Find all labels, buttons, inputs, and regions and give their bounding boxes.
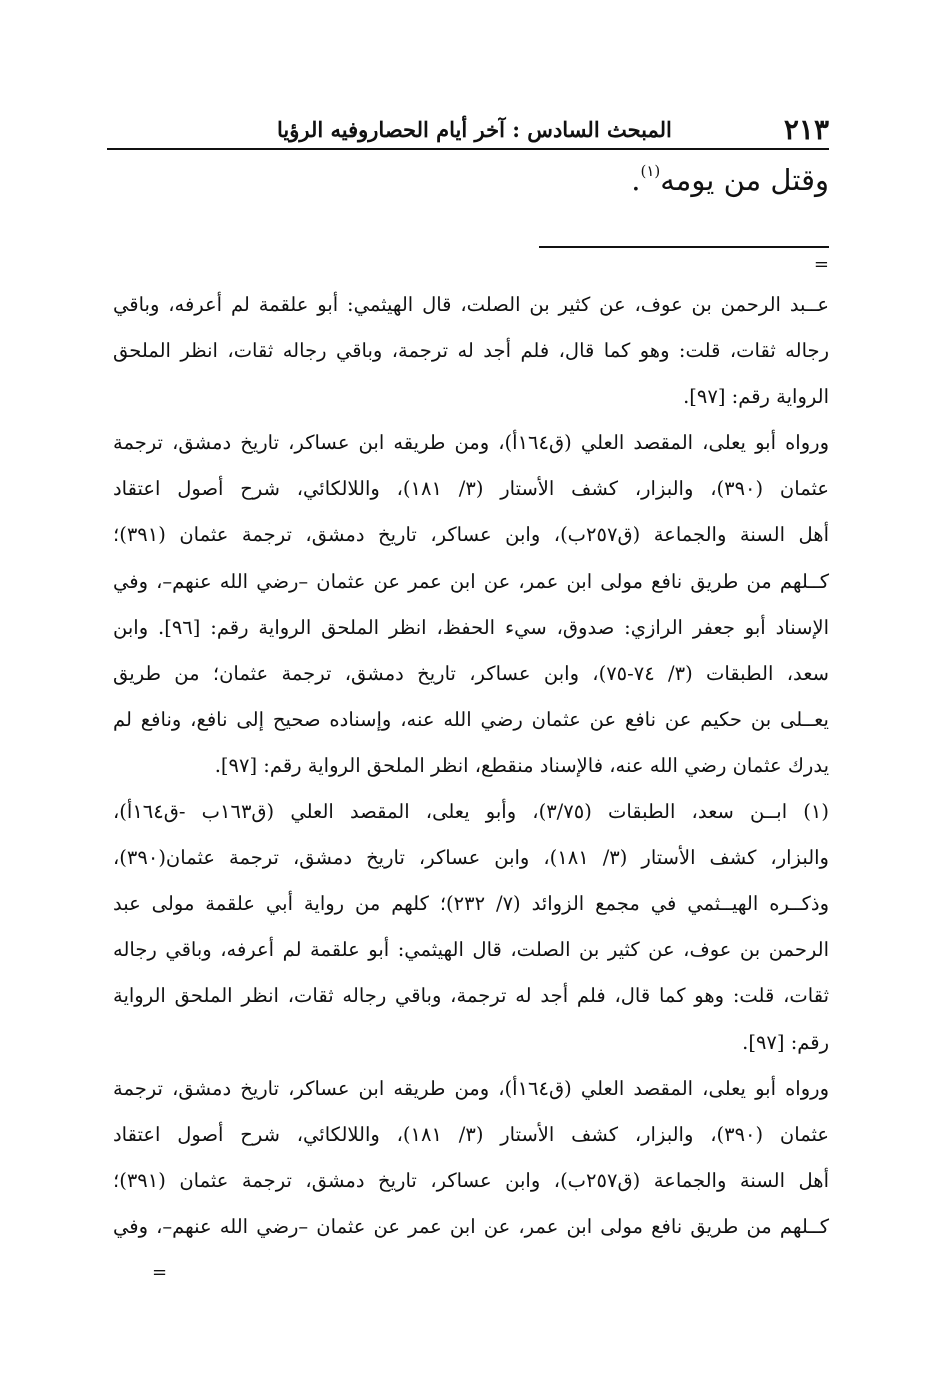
footnote-line: كــلهم من طريق نافع مولى ابن عمر، عن ابن عمر عن عثمان –رضي الله عنهم–، وفي [113, 1214, 829, 1238]
footnote-line: (١) ابــن سعد، الطبقات (٣/٧٥)، وأبو يعلى، المقصد العلي (ق١٦٣ب -ق١٦٤أ)، [113, 800, 829, 824]
footnote-line: الرواية رقم: [٩٧]. [683, 385, 829, 409]
footnote-line: ورواه أبو يعلى، المقصد العلي (ق١٦٤أ)، ومن طريقه ابن عساكر، تاريخ دمشق، ترجمة [113, 431, 829, 455]
footnote-reference: (١) [640, 162, 661, 180]
footnote-line: وذكــره الهيــثمي في مجمع الزوائد (٧/ ٢٣٢)؛ كلهم من رواية أبي علقمة مولى عبد [113, 892, 829, 916]
continuation-mark-top: = [813, 254, 829, 275]
footnote-line: سعد، الطبقات (٣/ ٧٤-٧٥)، وابن عساكر، تاريخ دمشق، ترجمة عثمان؛ من طريق [113, 661, 829, 685]
footnote-line: ورواه أبو يعلى، المقصد العلي (ق١٦٤أ)، ومن طريقه ابن عساكر، تاريخ دمشق، ترجمة [113, 1076, 829, 1100]
footnote-line: ثقات، قلت: وهو كما قال، فلم أجد له ترجمة، وباقي رجاله ثقات، انظر الملحق الرواية [113, 984, 829, 1008]
footnote-line: عثمان (٣٩٠)، والبزار، كشف الأستار (٣/ ١٨١)، واللالكائي، شرح أصول اعتقاد [113, 1122, 829, 1146]
footnote-line: الإسناد أبو جعفر الرازي: صدوق، سيء الحفظ، انظر الملحق الرواية رقم: [٩٦]. وابن [113, 615, 829, 639]
footnote-line: رقم: [٩٧]. [742, 1030, 829, 1054]
footnote-line: أهل السنة والجماعة (ق٢٥٧ب)، وابن عساكر، تاريخ دمشق، ترجمة عثمان (٣٩١)؛ [113, 1168, 829, 1192]
running-title: المبحث السادس : آخر أيام الحصاروفيه الرؤيا [277, 116, 672, 142]
footnote-separator [539, 246, 829, 248]
footnote-line: عثمان (٣٩٠)، والبزار، كشف الأستار (٣/ ١٨١)، واللالكائي، شرح أصول اعتقاد [113, 477, 829, 501]
body-text [631, 162, 829, 197]
page-number: ٢١٣ [783, 112, 829, 146]
footnote-line: يعــلى بن حكيم عن نافع عن عثمان رضي الله عنه، وإسناده صحيح إلى نافع، ونافع لم [113, 707, 829, 731]
page-header [107, 110, 829, 150]
body-end-punctuation: . [631, 163, 641, 197]
footnote-line: الرحمن بن عوف، عن كثير بن الصلت، قال الهيثمي: أبو علقمة لم أعرفه، وباقي رجاله [113, 938, 829, 962]
footnote-line: كــلهم من طريق نافع مولى ابن عمر، عن ابن عمر عن عثمان –رضي الله عنهم–، وفي [113, 569, 829, 593]
footnote-line: عــبد الرحمن بن عوف، عن كثير بن الصلت، قال الهيثمي: أبو علقمة لم أعرفه، وباقي [113, 293, 829, 316]
footnote-line: يدرك عثمان رضي الله عنه، فالإسناد منقطع، انظر الملحق الرواية رقم: [٩٧]. [214, 753, 829, 777]
footnotes-block [113, 282, 829, 1250]
footnote-line: أهل السنة والجماعة (ق٢٥٧ب)، وابن عساكر، تاريخ دمشق، ترجمة عثمان (٣٩١)؛ [113, 523, 829, 547]
footnote-line: والبزار، كشف الأستار (٣/ ١٨١)، وابن عساكر، تاريخ دمشق، ترجمة عثمان(٣٩٠)، [113, 846, 829, 870]
body-sentence: وقتل من يومه [660, 163, 829, 197]
continuation-mark-bottom: = [152, 1262, 168, 1283]
footnote-line: رجاله ثقات، قلت: وهو كما قال، فلم أجد له ترجمة، وباقي رجاله ثقات، انظر الملحق [113, 339, 829, 363]
